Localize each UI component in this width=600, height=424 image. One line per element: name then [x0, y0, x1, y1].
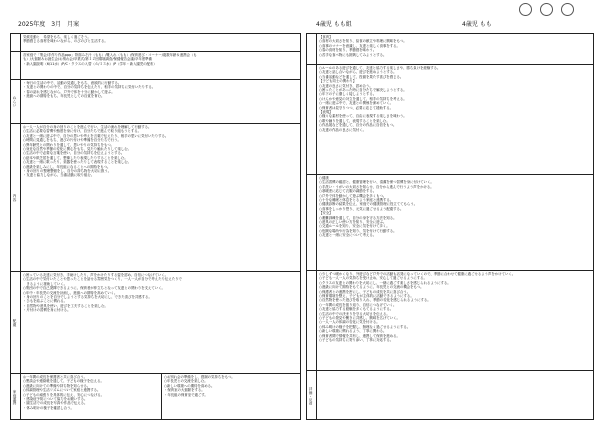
text-line: ○生活の中で気付いたことや思ったことを話せる雰囲気をつくり、一人一人が自分で考えたり伝えたりで — [23, 277, 182, 282]
text-line: ・身の回りの整理整頓をし、自分の持ち物を大切に扱う。 — [23, 169, 112, 174]
text-line: ○新しい環境に慣れるよう、丁寧に関わる。 — [319, 329, 387, 334]
text-line: ・進級への期待をもち、年長児としての自覚を育む。 — [23, 94, 105, 99]
text-line: ○保育環境を整え、子どもが主体的に活動できるようにする。 — [319, 294, 414, 299]
text-line: ・感染症予防について協力をお願いする。 — [23, 397, 88, 402]
text-line: ○異年齢児との関わりを通して、思いやりの気持ちをもつ。 — [23, 142, 114, 147]
class-name-left: 4歳児 もも組 — [316, 21, 352, 28]
text-line: ◎一人一人が自分の身の回りのことを進んで行い、生活の流れを理解して行動する。 — [23, 125, 152, 129]
approval-stamp-2 — [540, 3, 553, 16]
text-line: ○身近な自然や季節の変化に関心をもち、見たり触れたりして楽しむ。 — [23, 147, 132, 152]
text-line: ○歌や踊りを通して、表現することを楽しむ。 — [319, 118, 390, 123]
text-line: ・園生活での成長を写真や作品で伝える。 — [23, 401, 88, 406]
text-line: きるように援助していく。 — [23, 281, 68, 286]
support-text — [319, 272, 591, 369]
text-line: ・自然物や遊具を使い、遊びを工夫することを楽しむ。 — [23, 303, 108, 308]
health-row — [307, 174, 593, 270]
text-line: 【表現】 — [319, 110, 333, 115]
text-line: ○クラスの友達との関わりを大切にし、一緒に過ごす楽しさを感じられるようにする。 — [319, 280, 451, 285]
text-line: ・身の回りのことを自分でしようとする気持ちを大切にし、できた喜びを共感する。 — [23, 295, 152, 300]
health-label — [307, 175, 317, 270]
text-line: ○休み明けの様子を把握し、無理なく過ごせるようにする。 — [319, 324, 411, 329]
food-label — [307, 34, 317, 64]
text-line: ○自然物を使った遊びを取り入れ、季節の変化を感じられるようにする。 — [319, 298, 431, 303]
text-line: ○当番活動などを通して、役割を果たす喜びを感じる。 — [319, 74, 404, 79]
text-line: ・毎日の生活の中で、活動の見通しをもち、意欲的に行動する。 — [23, 81, 122, 85]
environment-label — [11, 52, 21, 79]
right-plan-table — [306, 33, 594, 420]
environment-row — [11, 51, 300, 79]
text-line: ○生活の中での決まりを守る大切さを伝える。 — [319, 311, 390, 316]
text-line: ○集団の中で自己発揮できるように、保育者が仲立ちとなって友達との関わりを支えていく。 — [23, 286, 165, 291]
text-line: ○交通ルールを知り、安全に気を付けて歩く。 — [319, 224, 390, 229]
text-line: ○子ども一人一人の気持ちを受け止め、安心して過ごせるようにする。 — [319, 276, 427, 281]
text-line: ○作品展などを通して、自分の作品に自信をもつ。 — [319, 123, 397, 128]
text-line: 季節感じる食材を味わいながら、のびのびと生活する。 — [23, 39, 108, 44]
text-line: ○時間に見通しをもち、遊びの片付けや準備を自分たちで行う。 — [23, 138, 121, 143]
text-line: 【食育】 — [319, 35, 333, 39]
approval-stamp-3 — [561, 3, 574, 16]
support-label — [307, 271, 317, 370]
text-line: ○懇談会や連絡帳を通して、子どもの様子を伝える。 — [23, 379, 104, 384]
health-text — [319, 176, 591, 269]
text-line: ○進級に向けての準備や持ち物を知らせる。 — [23, 383, 91, 388]
text-line: ○体調管理や生活リズムについて家庭と連携する。 — [23, 388, 101, 393]
text-line: ◎一年間の成長を保護者と共に喜び合う。 — [23, 375, 87, 379]
family-row — [11, 373, 300, 420]
text-line: ○食材の大切さを知り、給食の献立や料理に興味をもつ。 — [319, 39, 407, 44]
text-line: ○様々な素材を使って、自由に表現する楽しさを味わう。 — [319, 114, 407, 119]
text-line: ・友達と協力しながら、当番活動に取り組む。 — [23, 173, 95, 178]
text-line: ○友達と協力する経験を多くもてるようにする。 — [319, 307, 394, 312]
family-text — [23, 375, 160, 420]
text-line: ○生活習慣の確認と、健康管理を行い、清潔を保つ習慣を身に付けていく。 — [319, 180, 434, 185]
text-line: ○保育者は見守りつつ、必要に応じて援助する。 — [319, 105, 394, 110]
support-row — [307, 270, 593, 370]
class-name-right: 4歳児 もも — [462, 21, 492, 28]
text-line: ○年中・年長児の交流を計画し、進級への期待を高めていく。 — [23, 290, 118, 295]
text-line: ・片付けの習慣を身に付ける。 — [23, 308, 71, 313]
text-line: ○生活に必要な習慣や態度を身に付け、自分たちで進んで取り組もうとする。 — [23, 129, 142, 134]
text-line: ○一年間の成長を振り返り、自信につなげていく。 — [319, 302, 397, 307]
text-line: ○友達の良さに気付き、認め合う。 — [319, 83, 373, 88]
text-line: ○保護者との連携を密にし、子どもの成長を共に喜び合う。 — [319, 289, 411, 294]
relations-text — [319, 66, 591, 173]
family-label: 家庭連携 — [11, 374, 21, 420]
events-text — [164, 375, 298, 420]
text-line: ・休み明けの様子を確認し合う。 — [23, 405, 74, 410]
text-line: ○困っている友達に気付き、手助けしたり、声をかけたりする姿を認め、自信につなげていく。 — [23, 273, 168, 277]
plan-title: 2025年度 3月 月案 — [18, 21, 80, 28]
evaluation-text — [319, 372, 591, 420]
food-row — [307, 34, 593, 64]
text-line: ○寒暖差に応じて衣服の調節をする。 — [319, 189, 377, 194]
text-line: ○友達の作品の良さに気付く。 — [319, 127, 366, 132]
text-line: ○食事のマナーを意識し、友達と楽しく食事をする。 — [319, 43, 400, 48]
text-line: 【子ども同士の関わり】 — [319, 79, 357, 84]
evaluation-label: 評価・反省 — [307, 371, 317, 420]
text-line: ・春の訪れを感じながら、戸外で体を十分に動かして遊ぶ。 — [23, 89, 115, 94]
content-text — [23, 125, 298, 270]
care-text — [23, 273, 298, 372]
text-line: ○春の食材を知り、季節感を味わう。 — [319, 48, 377, 53]
text-line: ○保育者間で情報を共有し、連携して保育を進める。 — [319, 333, 400, 338]
text-line: ○ルールのある遊びを通して、友達と協力する楽しさや、勝ち負けを経験する。 — [319, 66, 441, 70]
text-line: ○進級に向けて期待をもてるように、年長児との交流の機会をもつ。 — [319, 285, 424, 290]
text-line: ○戸外で体を動かして遊ぶ機会を多くもつ。 — [319, 193, 387, 198]
text-line: ○友達と一緒に遊ぶ中で、自分の思いや考えを言葉で伝えたり、相手の思いに気付いたりする。 — [23, 133, 169, 138]
relations-row — [307, 64, 593, 174]
events-cell — [161, 374, 300, 420]
content-row — [11, 123, 300, 271]
text-line: 気候変動と 希望をもち、楽しく過ごそう。 — [23, 35, 91, 39]
theme-label — [11, 34, 21, 51]
text-line: ○十分な睡眠と休息をとるよう家庭と連携する。 — [319, 198, 394, 203]
text-line: ○食事をしっかり摂り、元気に過ごせるよう配慮する。 — [319, 206, 404, 211]
environment-text — [23, 53, 298, 78]
theme-text — [23, 35, 298, 50]
goals-row — [11, 79, 300, 123]
text-line: 各家庭で「集会/手作り作品ppp」背面みそ汁（もも）/靴入れ（もも）/保育遊び・コーナー/複数年齢＆連携会（も — [23, 53, 197, 57]
text-line: ・保育室の大掃除をする。 — [164, 388, 205, 393]
text-line: ○子どもの気持ちに寄り添い、丁寧に対応する。 — [319, 338, 394, 343]
evaluation-row — [307, 370, 593, 420]
text-line: ○友達と話し合いながら、遊びを進めようとする。 — [319, 70, 397, 75]
text-line: も）/大掃除＆お誕生会/お別れ会/卒業式/第１２回環境調査/保健報告会議/卒年度準備 — [23, 57, 152, 62]
approval-stamp-1 — [519, 3, 532, 16]
text-line: ・友達との関わりの中で、自分の気持ちを伝えたり、相手の気持ちに気付いたりする。 — [23, 85, 156, 90]
text-line: ○友達と一緒に安全について考える。 — [319, 233, 377, 238]
text-line: ○一緒に遊ぶ中で、友達との関係を深めていく。 — [319, 101, 394, 106]
text-line: ・新入園説明（6/11水）/P/C・クラスの入替（６/１３水）/P（学年・新入園児の配布） — [23, 61, 157, 66]
text-line: ○困ったことがあった時に自分たちで解決しようとする。 — [319, 88, 407, 93]
care-row — [11, 271, 300, 373]
text-line: ○遊具の正しい使い方を知り、安全に遊ぶ。 — [319, 220, 387, 225]
text-line: ・年長組の保育室で過ごす。 — [164, 392, 208, 397]
text-line: ○子どもの発見や驚きに共感し、興味を広げていく。 — [319, 316, 400, 321]
text-line: ○友達と一緒に歌ったり、楽器を使ったりして表現することを楽しむ。 — [23, 160, 132, 165]
goals-text — [23, 81, 298, 122]
text-line: ○年長児との交流を楽しむ。 — [164, 379, 208, 384]
text-line: ○避難訓練を通して、自分の身を守る方法を知る。 — [319, 215, 397, 220]
text-line: ○進級を楽しみにし、年長組になることへの期待をもつ。 — [23, 164, 111, 169]
care-label: 配慮 — [11, 272, 21, 373]
text-line: ○手洗い・うがいの大切さを知らせ、自分から進んで行うよう声をかける。 — [319, 184, 434, 189]
text-line: ○健康 — [319, 176, 329, 180]
relations-label — [307, 65, 317, 174]
content-label: 内容 — [11, 124, 21, 271]
text-line: ○一人一人の体調の変化に気を付ける。 — [319, 320, 380, 325]
text-line: ○健康診断の結果を伝え、家庭での健康管理に役立ててもらう。 — [319, 202, 418, 207]
text-line: ○お別れ会の準備をし、感謝の気持ちをもつ。 — [164, 375, 235, 379]
text-line: ○新しい環境への期待を高める。 — [164, 383, 215, 388]
text-line: ○生活の中で必要な言葉を使い、自分の気持ちを伝えようとする。 — [23, 151, 125, 156]
text-line: ○少しずつ暖かくなり、外遊びなど戸外での活動も活発になっていくので、季節に合わせて健康に過ごせるよう声をかけていく。 — [319, 272, 516, 276]
text-line: ・ひもを結ぶことに慣れる。 — [23, 299, 68, 304]
text-line: ○年下の子に優しく接しようとする。 — [319, 92, 377, 97]
text-line: ○子どもの頑張りを具体的に伝え、安心につなげる。 — [23, 392, 105, 397]
theme-row — [11, 34, 300, 51]
text-line: 【安全】 — [319, 211, 333, 216]
left-plan-table — [10, 33, 301, 420]
food-text — [319, 35, 591, 63]
goals-label: ねらい — [11, 80, 21, 123]
text-line: ○苦手な食べ物にも挑戦してみようとする。 — [319, 52, 387, 57]
text-line: ○けんかや意見の対立を通して、相手の気持ちを考える。 — [319, 96, 407, 101]
text-line: ○絵本や紙芝居を通して、想像したり表現したりすることを楽しむ。 — [23, 155, 128, 160]
text-line: ○危険な場所や行為を知り、気を付けて行動する。 — [319, 228, 397, 233]
